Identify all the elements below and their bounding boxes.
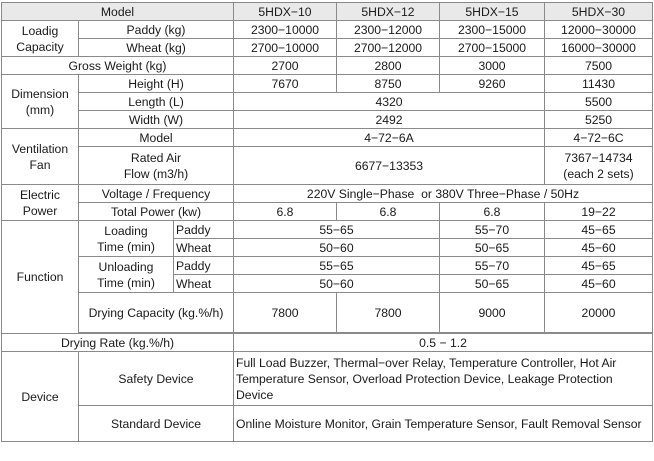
cell-value: 2492 [234,111,545,129]
cell-value: 6.8 [337,203,440,221]
airflow-row [2,147,653,185]
cell-value: 45−60 [545,239,653,257]
header-row [2,3,653,21]
cell-value: 55−70 [440,221,545,239]
electric-power-group: Electric Power [2,185,79,221]
cell-value: 7800 [234,293,337,333]
paddy-capacity-row [2,21,653,39]
safety-device-label: Safety Device [79,352,234,406]
model-name: 5HDX−30 [545,3,653,21]
loading-paddy-row [2,221,653,239]
wheat-label: Wheat [174,275,234,293]
wheat-capacity-row [2,39,653,57]
cell-value: 5500 [545,93,653,111]
width-row [2,111,653,129]
unloading-paddy-row [2,257,653,275]
drying-capacity-row [2,293,653,333]
safety-device-list: Full Load Buzzer, Thermal−over Relay, Temperature Controller, Hot Air Temperature Sensor, Overload Protection Device, Leakage Protection Device [234,352,653,406]
cell-value: 45−60 [545,275,653,293]
cell-value: 2700−12000 [337,39,440,57]
paddy-label: Paddy [174,221,234,239]
cell-value: 2300−12000 [337,21,440,39]
drying-rate-row [2,334,653,352]
cell-value: 12000−30000 [545,21,653,39]
cell-value: 6.8 [440,203,545,221]
cell-value: 9000 [440,293,545,333]
cell-value: 8750 [337,75,440,93]
standard-device-list: Online Moisture Monitor, Grain Temperature Sensor, Fault Removal Sensor [234,406,653,442]
cell-value: 2300−10000 [234,21,337,39]
wheat-label: Wheat [174,239,234,257]
cell-value: 55−65 [234,221,440,239]
cell-value: 11430 [545,75,653,93]
model-name: 5HDX−15 [440,3,545,21]
cell-value: 4320 [234,93,545,111]
height-label: Height (H) [79,75,234,93]
device-group: Device [2,352,79,442]
cell-value: 220V Single−Phase or 380V Three−Phase / 50Hz [234,185,653,203]
cell-value: 19−22 [545,203,653,221]
voltage-row [2,185,653,203]
cell-value: 50−60 [234,275,440,293]
cell-value: 50−65 [440,239,545,257]
drying-capacity-label: Drying Capacity (kg.%/h) [79,293,234,333]
gross-weight-row [2,57,653,75]
length-row [2,93,653,111]
model-header-label: Model [2,3,234,21]
cell-value: 2700 [234,57,337,75]
standard-device-row [2,406,653,442]
width-label: Width (W) [79,111,234,129]
cell-value: 6.8 [234,203,337,221]
height-row [2,75,653,93]
unloading-time-label: Unloading Time (min) [79,257,174,293]
total-power-row [2,203,653,221]
cell-value: 7367−14734 (each 2 sets) [545,147,653,185]
cell-value: 2700−15000 [440,39,545,57]
drying-rate-label: Drying Rate (kg.%/h) [2,334,234,352]
cell-value: 3000 [440,57,545,75]
cell-value: 50−60 [234,239,440,257]
fan-model-row [2,129,653,147]
cell-value: 45−65 [545,257,653,275]
cell-value: 20000 [545,293,653,333]
specification-table [1,2,653,442]
length-label: Length (L) [79,93,234,111]
dimension-group: Dimension (mm) [2,75,79,129]
cell-value: 55−70 [440,257,545,275]
model-name: 5HDX−10 [234,3,337,21]
airflow-label: Rated Air Flow (m3/h) [79,147,234,185]
cell-value: 6677−13353 [234,147,545,185]
paddy-label: Paddy [174,257,234,275]
cell-value: 16000−30000 [545,39,653,57]
gross-weight-label: Gross Weight (kg) [2,57,234,75]
cell-value: 7500 [545,57,653,75]
cell-value: 2300−15000 [440,21,545,39]
cell-value: 2800 [337,57,440,75]
safety-device-row [2,352,653,406]
cell-value: 0.5 − 1.2 [234,334,653,352]
total-power-label: Total Power (kw) [79,203,234,221]
voltage-label: Voltage / Frequency [79,185,234,203]
standard-device-label: Standard Device [79,406,234,442]
paddy-capacity-label: Paddy (kg) [79,21,234,39]
cell-value: 50−65 [440,275,545,293]
cell-value: 4−72−6A [234,129,545,147]
wheat-capacity-label: Wheat (kg) [79,39,234,57]
cell-value: 55−65 [234,257,440,275]
model-name: 5HDX−12 [337,3,440,21]
cell-value: 5250 [545,111,653,129]
function-group: Function [2,221,79,334]
cell-value: 7670 [234,75,337,93]
loading-time-label: Loading Time (min) [79,221,174,257]
cell-value: 2700−10000 [234,39,337,57]
ventilation-fan-group: Ventilation Fan [2,129,79,185]
cell-value: 4−72−6C [545,129,653,147]
cell-value: 45−65 [545,221,653,239]
cell-value: 7800 [337,293,440,333]
loading-capacity-group: Loadig Capacity [2,21,79,57]
cell-value: 9260 [440,75,545,93]
fan-model-label: Model [79,129,234,147]
